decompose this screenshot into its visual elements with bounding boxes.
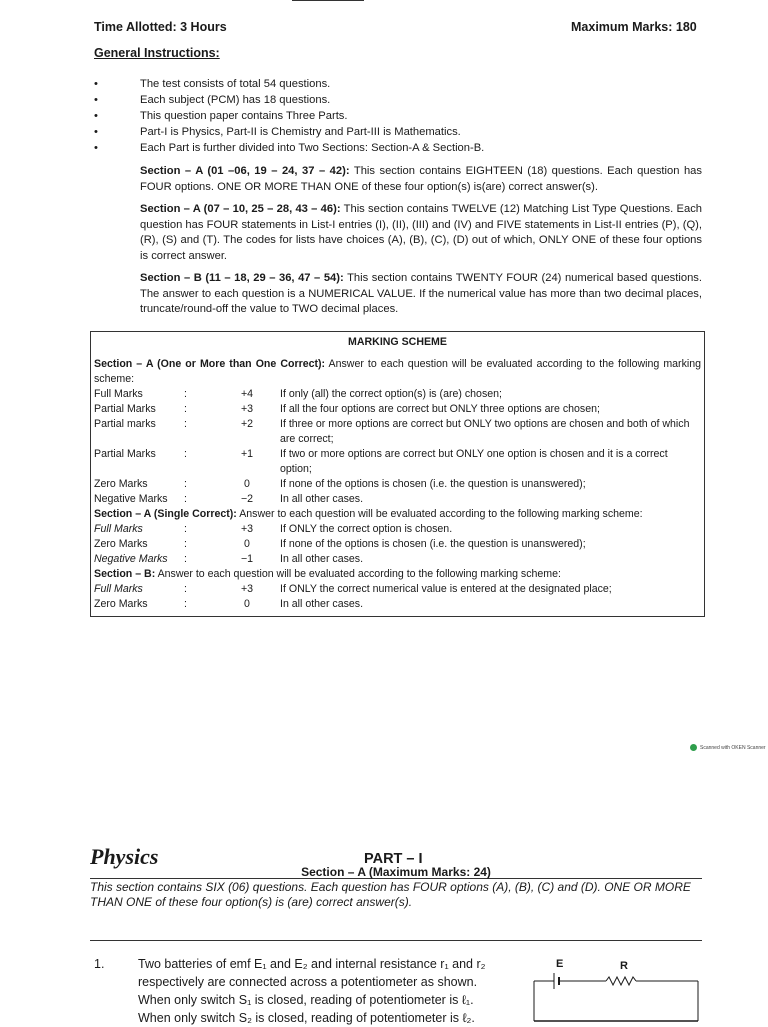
marking-row: Partial Marks : +3 If all the four options are correct but ONLY three options are chosen; — [94, 403, 600, 415]
bullet-icon: • — [94, 110, 98, 122]
question-number: 1. — [94, 957, 105, 971]
section-a-matching-info: Section – A (07 – 10, 25 – 28, 43 – 46): This section contains TWELVE (12) Matching List Type Questions. Each question has FOUR statements in List-I entries (I), (II), (III) and (IV) and FIVE statements in List-II entries (P), (Q), (R), (S) and (T). The codes for lists have choices (A), (B), (C), (D) out of which, ONLY ONE of these four options is correct answer. — [140, 203, 703, 262]
section-title: Section – A (Maximum Marks: 24) — [301, 865, 491, 879]
section-a-single-heading: Section – A (Single Correct): Answer to each question will be evaluated according to the following marking scheme: — [94, 508, 643, 520]
marking-row: Zero Marks : 0 If none of the options is chosen (i.e. the question is unanswered); — [94, 538, 586, 550]
bullet-icon: • — [94, 78, 98, 90]
marking-row: Full Marks : +3 If ONLY the correct numerical value is entered at the designated place; — [94, 583, 612, 595]
list-item: • Each subject (PCM) has 18 questions. — [94, 94, 331, 106]
section-b-heading: Section – B: Answer to each question will be evaluated according to the following marking scheme: — [94, 568, 561, 580]
marking-row: Partial marks : +2 If three or more options are correct but ONLY two options are chosen and both of which are correct; — [94, 418, 690, 445]
scanner-logo-icon — [690, 744, 697, 751]
marking-scheme-box — [90, 331, 705, 617]
bullet-icon: • — [94, 142, 98, 154]
marking-row: Full Marks : +3 If ONLY the correct option is chosen. — [94, 523, 453, 535]
resistor-label: R — [620, 960, 628, 972]
list-item: • The test consists of total 54 questions. — [94, 78, 331, 90]
marking-row: Zero Marks : 0 In all other cases. — [94, 598, 364, 610]
potentiometer-circuit-diagram — [530, 955, 702, 1024]
marking-row: Zero Marks : 0 If none of the options is chosen (i.e. the question is unanswered); — [94, 478, 586, 490]
top-rule — [292, 0, 364, 1]
section-a-multi-heading: Section – A (One or More than One Correct): Answer to each question will be evaluated according to the following marking scheme: — [94, 358, 701, 385]
emf-label: E — [556, 958, 564, 970]
marking-row: Full Marks : +4 If only (all) the correct option(s) is (are) chosen; — [94, 388, 502, 400]
section-description: This section contains SIX (06) questions. Each question has FOUR options (A), (B), (C) and (D). ONE OR MORE THAN ONE of these four option(s) is (are) correct answer(s). — [90, 880, 691, 909]
section-a-info: Section – A (01 –06, 19 – 24, 37 – 42): This section contains EIGHTEEN (18) questions. Each question has FOUR options. ONE OR MORE THAN ONE of these four option(s) is(are) correct answer(s). — [140, 165, 702, 193]
time-allotted: Time Allotted: 3 Hours — [94, 20, 227, 34]
list-item: • Each Part is further divided into Two Sections: Section-A & Section-B. — [94, 142, 485, 154]
instruction-list — [94, 76, 714, 156]
subject-title: Physics — [90, 844, 159, 869]
marking-row: Negative Marks : −2 In all other cases. — [94, 493, 364, 505]
marking-row: Negative Marks : −1 In all other cases. — [94, 553, 364, 565]
divider — [90, 940, 702, 941]
marking-scheme-title: MARKING SCHEME — [348, 336, 447, 348]
bullet-icon: • — [94, 94, 98, 106]
part-title: PART – I — [364, 851, 423, 867]
resistor-icon — [606, 977, 636, 985]
marking-row: Partial Marks : +1 If two or more options are correct but ONLY one option is chosen and it is a correct option; — [94, 448, 668, 475]
section-b-info: Section – B (11 – 18, 29 – 36, 47 – 54): This section contains TWENTY FOUR (24) numerical based questions. The answer to each question is a NUMERICAL VALUE. If the numerical value has more than two decimal places, truncate/round-off the value to TWO decimal places. — [140, 272, 702, 315]
list-item: • This question paper contains Three Parts. — [94, 110, 348, 122]
general-instructions-heading: General Instructions: — [94, 46, 220, 60]
question-text: Two batteries of emf E₁ and E₂ and internal resistance r₁ and r₂ respectively are connected across a potentiometer as shown. When only switch S₁ is closed, reading of potentiometer is ℓ₁. When only switch S₂ is closed, reading of potentiometer is ℓ₂. — [138, 957, 486, 1025]
scanner-watermark: Scanned with OKEN Scanner — [690, 744, 766, 751]
list-item: • Part-I is Physics, Part-II is Chemistry and Part-III is Mathematics. — [94, 126, 461, 138]
bullet-icon: • — [94, 126, 98, 138]
maximum-marks: Maximum Marks: 180 — [571, 20, 697, 34]
